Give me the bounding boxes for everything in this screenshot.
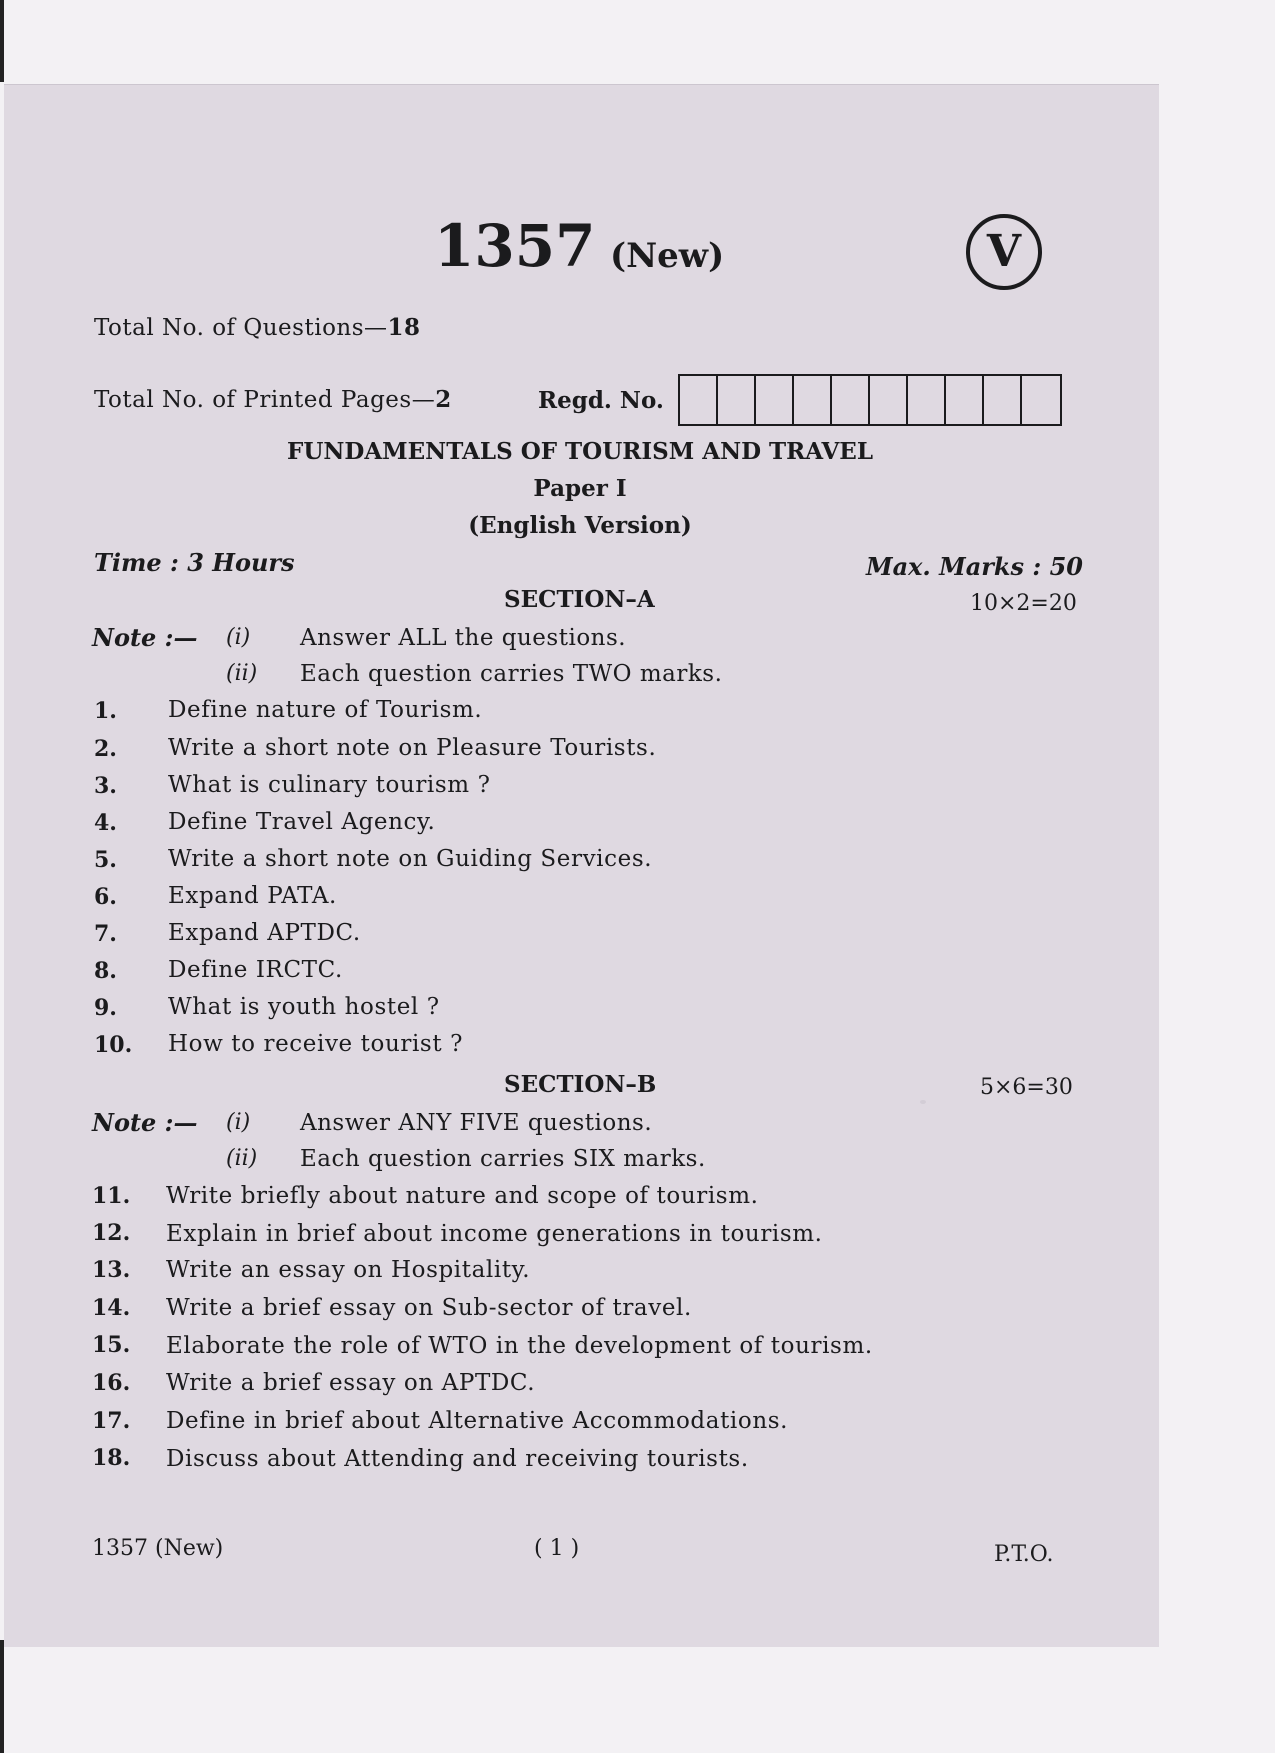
question-text: Write briefly about nature and scope of tourism. xyxy=(166,1183,759,1209)
question-text: Define nature of Tourism. xyxy=(168,697,483,723)
regd-no-box xyxy=(718,376,756,424)
subject-title: FUNDAMENTALS OF TOURISM AND TRAVEL xyxy=(286,438,873,465)
section-a-heading: SECTION–A xyxy=(504,586,655,613)
question-number: 4. xyxy=(94,810,117,836)
regd-no-box xyxy=(984,376,1022,424)
question-number: 5. xyxy=(94,847,117,873)
question-number: 8. xyxy=(94,958,117,984)
question-text: Expand APTDC. xyxy=(168,920,361,946)
regd-no-box xyxy=(908,376,946,424)
paper-code: 1357 xyxy=(434,212,596,280)
question-number: 2. xyxy=(94,736,117,762)
regd-no-box xyxy=(680,376,718,424)
question-number: 1. xyxy=(94,698,117,724)
section-b-note-roman: (ii) xyxy=(226,1146,258,1171)
question-number: 6. xyxy=(94,884,117,910)
section-a-marks: 10×2=20 xyxy=(970,591,1077,616)
language-version: (English Version) xyxy=(468,512,692,539)
regd-no-box xyxy=(832,376,870,424)
section-b-note-text: Each question carries SIX marks. xyxy=(300,1146,706,1172)
time-label: Time : 3 Hours xyxy=(94,548,295,577)
ink-speck xyxy=(920,1100,926,1104)
paper-title: Paper I xyxy=(533,475,627,502)
footer-pto: P.T.O. xyxy=(994,1542,1054,1567)
question-number: 7. xyxy=(94,921,117,947)
footer-paper-code: 1357 (New) xyxy=(92,1536,224,1561)
question-number: 13. xyxy=(92,1257,131,1283)
version-mark-circle: V xyxy=(966,214,1042,290)
regd-no-box xyxy=(794,376,832,424)
section-b-note-label: Note :— xyxy=(92,1108,198,1137)
regd-no-box xyxy=(870,376,908,424)
question-number: 11. xyxy=(92,1183,131,1209)
footer-page-number: ( 1 ) xyxy=(534,1536,580,1561)
max-marks-label: Max. Marks : 50 xyxy=(866,552,1084,581)
paper-code-suffix: (New) xyxy=(610,236,725,276)
regd-no-box xyxy=(1022,376,1060,424)
question-number: 14. xyxy=(92,1295,131,1321)
question-text: Write a brief essay on Sub-sector of travel. xyxy=(166,1295,692,1321)
question-text: How to receive tourist ? xyxy=(168,1031,464,1057)
section-a-note-text: Each question carries TWO marks. xyxy=(300,661,723,687)
regd-no-box xyxy=(756,376,794,424)
total-pages-value: 2 xyxy=(435,386,452,413)
question-text: Define IRCTC. xyxy=(168,957,343,983)
question-text: What is culinary tourism ? xyxy=(168,772,491,798)
question-text: Define Travel Agency. xyxy=(168,809,436,835)
section-a-note-roman: (ii) xyxy=(226,661,258,686)
section-a-note-roman: (i) xyxy=(226,625,251,650)
question-text: Expand PATA. xyxy=(168,883,337,909)
question-text: Write a brief essay on APTDC. xyxy=(166,1370,536,1396)
total-pages-line xyxy=(94,386,452,413)
section-a-note-text: Answer ALL the questions. xyxy=(300,625,627,651)
regd-no-boxes xyxy=(678,374,1062,426)
question-text: Explain in brief about income generations in tourism. xyxy=(166,1221,823,1247)
total-questions-line xyxy=(94,314,421,341)
question-number: 12. xyxy=(92,1220,131,1246)
total-pages-label: Total No. of Printed Pages— xyxy=(94,387,436,413)
section-a-note-label: Note :— xyxy=(92,623,198,652)
question-number: 3. xyxy=(94,773,117,799)
question-number: 18. xyxy=(92,1445,131,1471)
question-number: 9. xyxy=(94,995,117,1021)
question-number: 15. xyxy=(92,1332,131,1358)
section-b-note-text: Answer ANY FIVE questions. xyxy=(300,1110,653,1136)
question-text: Discuss about Attending and receiving tourists. xyxy=(166,1446,749,1472)
total-questions-value: 18 xyxy=(387,314,421,341)
question-number: 16. xyxy=(92,1370,131,1396)
question-text: Write a short note on Pleasure Tourists. xyxy=(168,735,657,761)
question-text: Elaborate the role of WTO in the development of tourism. xyxy=(166,1333,873,1359)
regd-no-label: Regd. No. xyxy=(538,387,664,414)
question-number: 10. xyxy=(94,1032,133,1058)
scan-edge-bottom-left xyxy=(0,1640,4,1753)
question-number: 17. xyxy=(92,1408,131,1434)
regd-no-box xyxy=(946,376,984,424)
section-b-note-roman: (i) xyxy=(226,1110,251,1135)
section-b-heading: SECTION–B xyxy=(504,1071,657,1098)
question-text: Define in brief about Alternative Accommodations. xyxy=(166,1408,789,1434)
total-questions-label: Total No. of Questions— xyxy=(94,315,388,341)
question-text: What is youth hostel ? xyxy=(168,994,440,1020)
section-b-marks: 5×6=30 xyxy=(980,1075,1073,1100)
scan-edge-top-left xyxy=(0,0,4,82)
question-text: Write a short note on Guiding Services. xyxy=(168,846,653,872)
question-text: Write an essay on Hospitality. xyxy=(166,1257,531,1283)
